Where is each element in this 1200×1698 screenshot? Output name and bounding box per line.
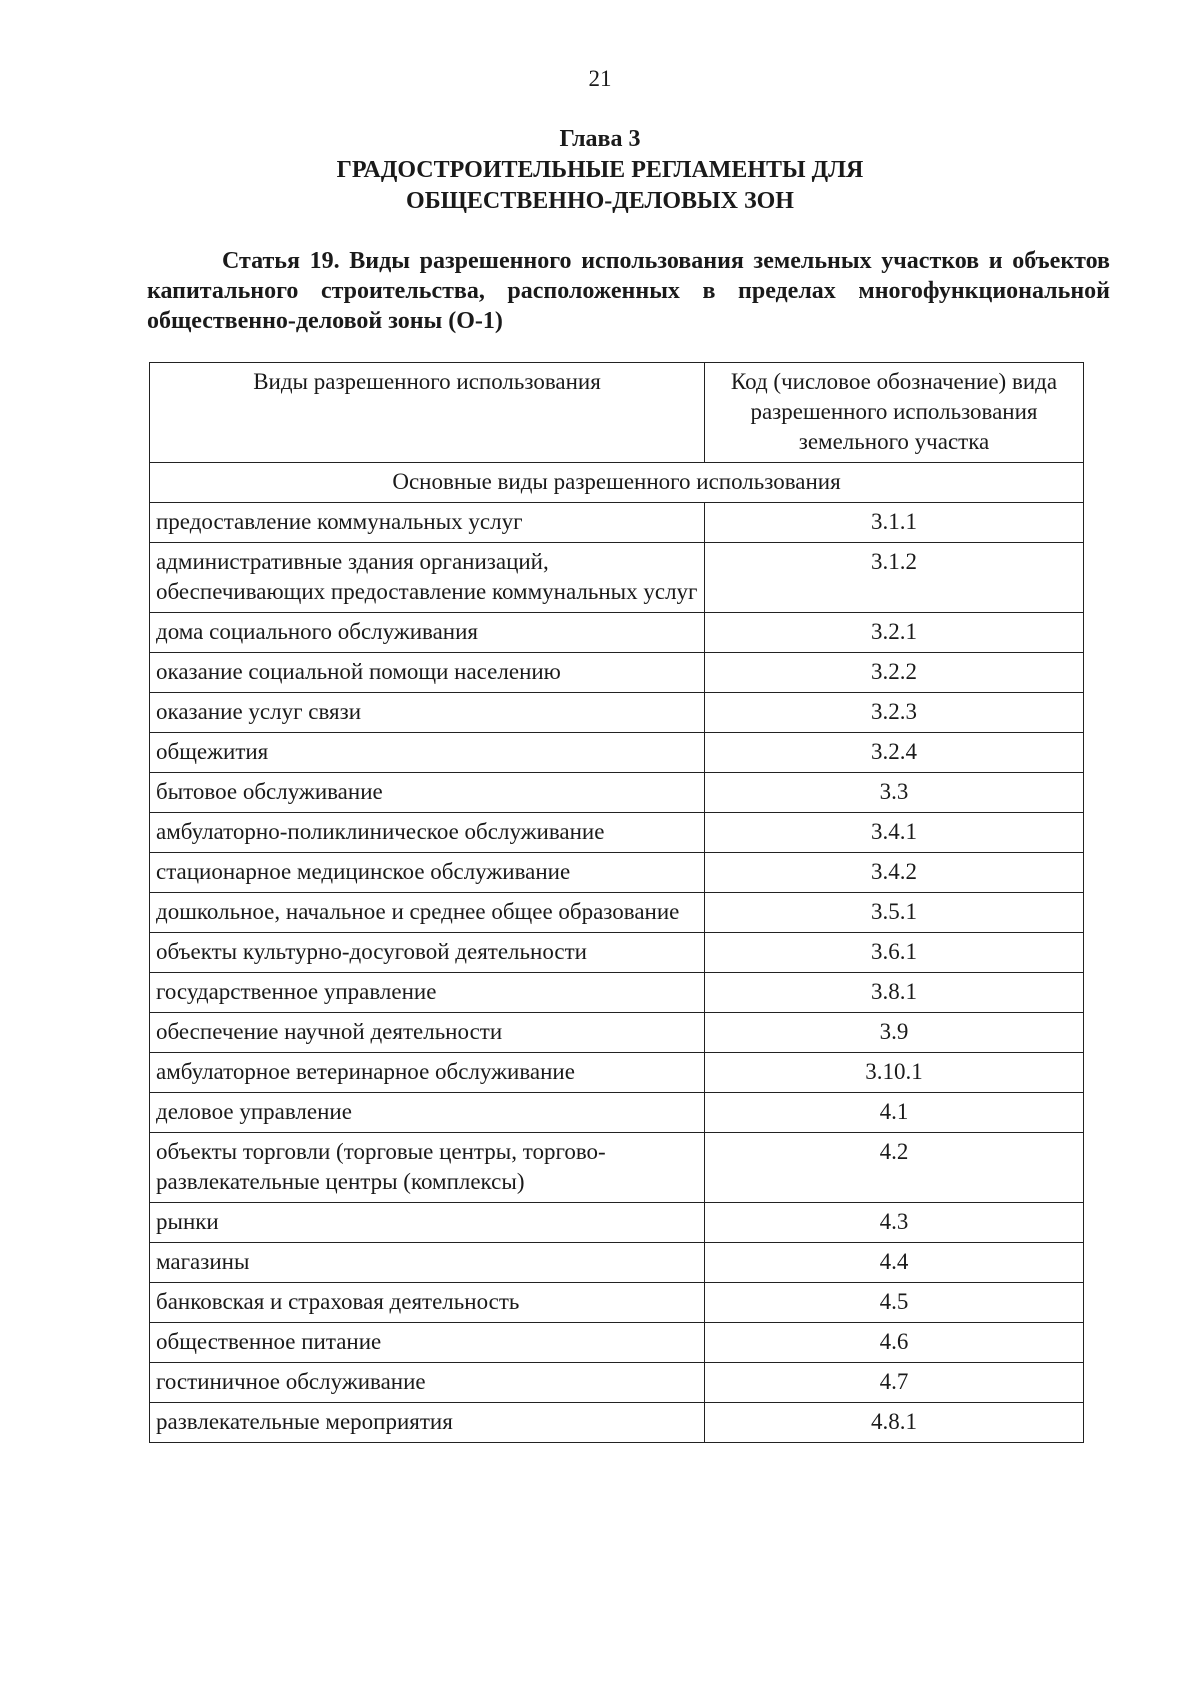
use-type-cell: административные здания организаций, обеспечивающих предоставление коммунальных услуг (150, 543, 705, 613)
table-row (150, 813, 1084, 853)
chapter-title-line1: ГРАДОСТРОИТЕЛЬНЫЕ РЕГЛАМЕНТЫ ДЛЯ (336, 157, 864, 183)
use-type-cell: деловое управление (150, 1093, 705, 1133)
use-type-cell: оказание социальной помощи населению (150, 653, 705, 693)
use-code-cell: 3.9 (704, 1013, 1083, 1053)
use-type-cell: стационарное медицинское обслуживание (150, 853, 705, 893)
use-type-cell: государственное управление (150, 973, 705, 1013)
use-code-cell: 3.4.1 (704, 813, 1083, 853)
use-code-cell: 4.7 (704, 1363, 1083, 1403)
use-type-cell: предоставление коммунальных услуг (150, 503, 705, 543)
use-type-cell: банковская и страховая деятельность (150, 1283, 705, 1323)
use-type-cell: развлекательные мероприятия (150, 1403, 705, 1443)
use-code-cell: 4.4 (704, 1243, 1083, 1283)
use-code-cell: 3.8.1 (704, 973, 1083, 1013)
use-type-cell: общественное питание (150, 1323, 705, 1363)
table-row (150, 653, 1084, 693)
table-row (150, 693, 1084, 733)
table-row (150, 1133, 1084, 1203)
table-body (150, 463, 1084, 1443)
use-code-cell: 4.2 (704, 1133, 1083, 1203)
table-row (150, 613, 1084, 653)
use-code-cell: 3.10.1 (704, 1053, 1083, 1093)
use-code-cell: 3.2.4 (704, 733, 1083, 773)
use-type-cell: дошкольное, начальное и среднее общее образование (150, 893, 705, 933)
use-type-cell: объекты торговли (торговые центры, торгово-развлекательные центры (комплексы) (150, 1133, 705, 1203)
use-type-cell: объекты культурно-досуговой деятельности (150, 933, 705, 973)
use-code-cell: 3.1.2 (704, 543, 1083, 613)
table-row (150, 1013, 1084, 1053)
permitted-use-table (149, 362, 1084, 1443)
section-row (150, 463, 1084, 503)
table-row (150, 893, 1084, 933)
table-row (150, 503, 1084, 543)
use-type-cell: гостиничное обслуживание (150, 1363, 705, 1403)
chapter-title-line2: ОБЩЕСТВЕННО-ДЕЛОВЫХ ЗОН (406, 188, 794, 214)
use-code-cell: 3.3 (704, 773, 1083, 813)
table-row (150, 1323, 1084, 1363)
table-row (150, 933, 1084, 973)
table-row (150, 973, 1084, 1013)
table-row (150, 1243, 1084, 1283)
section-title: Основные виды разрешенного использования (150, 463, 1084, 503)
use-code-cell: 3.5.1 (704, 893, 1083, 933)
article-heading: Статья 19. Виды разрешенного использования земельных участков и объектов капитального строительства, расположенных в пределах многофункциональной общественно-деловой зоны (О-1) (147, 248, 1110, 334)
header-use-code: Код (числовое обозначение) вида разрешенного использования земельного участка (704, 363, 1083, 463)
use-type-cell: общежития (150, 733, 705, 773)
use-type-cell: амбулаторно-поликлиническое обслуживание (150, 813, 705, 853)
chapter-heading (0, 124, 1200, 217)
table-row (150, 543, 1084, 613)
use-code-cell: 3.2.3 (704, 693, 1083, 733)
use-code-cell: 4.3 (704, 1203, 1083, 1243)
use-code-cell: 3.1.1 (704, 503, 1083, 543)
table-header-row (150, 363, 1084, 463)
table-row (150, 1363, 1084, 1403)
use-code-cell: 3.4.2 (704, 853, 1083, 893)
use-type-cell: рынки (150, 1203, 705, 1243)
table-row (150, 773, 1084, 813)
use-code-cell: 4.6 (704, 1323, 1083, 1363)
header-use-type: Виды разрешенного использования (150, 363, 705, 463)
chapter-number: Глава 3 (559, 126, 641, 152)
use-code-cell: 3.2.2 (704, 653, 1083, 693)
use-type-cell: магазины (150, 1243, 705, 1283)
page-number: 21 (588, 66, 612, 91)
use-type-cell: оказание услуг связи (150, 693, 705, 733)
use-code-cell: 4.8.1 (704, 1403, 1083, 1443)
use-type-cell: обеспечение научной деятельности (150, 1013, 705, 1053)
table-row (150, 853, 1084, 893)
use-type-cell: дома социального обслуживания (150, 613, 705, 653)
table-row (150, 1053, 1084, 1093)
use-code-cell: 4.5 (704, 1283, 1083, 1323)
table-row (150, 1283, 1084, 1323)
use-type-cell: амбулаторное ветеринарное обслуживание (150, 1053, 705, 1093)
table-row (150, 733, 1084, 773)
table-row (150, 1203, 1084, 1243)
use-type-cell: бытовое обслуживание (150, 773, 705, 813)
use-code-cell: 4.1 (704, 1093, 1083, 1133)
use-code-cell: 3.2.1 (704, 613, 1083, 653)
table-row (150, 1093, 1084, 1133)
table-row (150, 1403, 1084, 1443)
use-code-cell: 3.6.1 (704, 933, 1083, 973)
